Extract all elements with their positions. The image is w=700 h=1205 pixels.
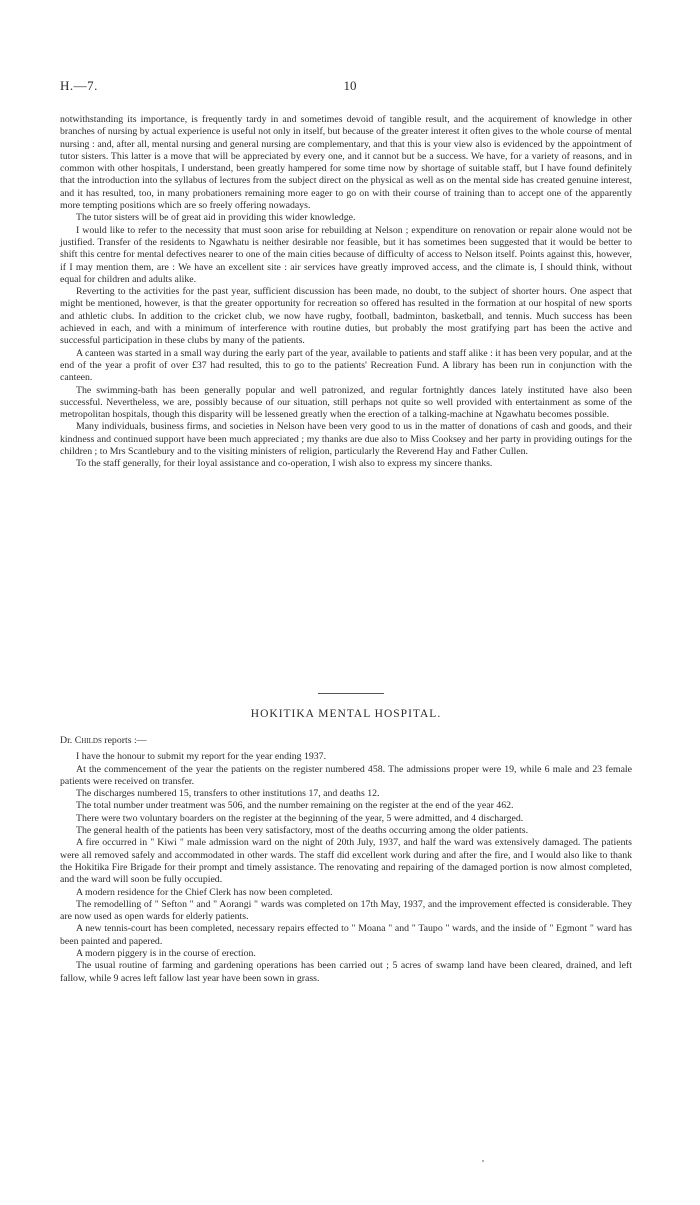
ngawhatu-report-continuation [60,114,632,471]
paragraph: The usual routine of farming and gardening operations has been carried out ; 5 acres of swamp land have been cleared, drained, and left fallow, while 9 acres left fallow last year have been sown in grass. [60,960,632,984]
paragraph: To the staff generally, for their loyal assistance and co-operation, I wish also to express my sincere thanks. [76,458,493,470]
scan-speck [482,1160,484,1162]
report-attribution [60,735,632,747]
paragraph: A new tennis-court has been completed, necessary repairs effected to " Moana " and " Taupo " wards, and the inside of " Egmont " ward has been painted and papered. [60,923,632,947]
reporter-name: Childs [74,735,102,746]
paragraph: The total number under treatment was 506, and the number remaining on the register at the end of the year 462. [76,800,514,812]
paragraph: The remodelling of " Sefton " and " Aorangi " wards was completed on 17th May, 1937, and the improvement effected is considerable. They are now used as open wards for elderly patients. [60,898,632,923]
paragraph: A modern residence for the Chief Clerk has now been completed. [76,886,333,898]
paragraph: The tutor sisters will be of great aid in providing this wider knowledge. [76,212,356,224]
reports-suffix: reports :— [101,735,147,746]
paragraph: Reverting to the activities for the past year, sufficient discussion has been made, no doubt, to the subject of shorter hours. One aspect that might be mentioned, however, is that the greater opportunity for recreation so offered has resulted in the formation at our hospital of new sports and athletic clubs. In addition to the cricket club, we now have rugby, football, badminton, basketball, and tennis. Much success has been achieved in each, and with a minimum of interference with routine duties, but probably the most gratifying part has been the active and successful participation in these clubs by many of the patients. [60,286,632,347]
page-header [60,78,640,98]
hokitika-report [60,735,632,985]
paragraph: There were two voluntary boarders on the register at the beginning of the year, 5 were admitted, and 4 discharged. [76,812,524,824]
paragraph: The swimming-bath has been generally popular and well patronized, and regular fortnightly dances lately instituted have also been successful. Nevertheless, we are, possibly because of our situation, still perhaps not quite so well provided with entertainment as some of the metropolitan hospitals, though this disparity will be lessened greatly when the erection of a talking-machine at Ngawhatu becomes possible. [60,384,632,421]
paragraph: notwithstanding its importance, is frequently tardy in and sometimes devoid of tangible result, and the acquirement of knowledge in other branches of nursing by actual experience is useful not only in itself, but because of the greater interest it often gives to the whole course of mental nursing : and, after all, mental nursing and general nursing are complementary, and that this is your view also is evidenced by the appointment of tutor sisters. This latter is a move that will be appreciated by every one, and it cannot but be a success. We have, for a variety of reasons, and in common with other hospitals, I understand, been greatly hampered for some time now by shortage of suitable staff, but I have found definitely that the introduction into the syllabus of lectures from the subject direct on the physical as well as on the mental side has created genuine interest, and it has resulted, too, in many probationers remaining more eager to go on with their course of training than to accept one of the apparently more tempting positions which are so freely offering nowadays. [60,114,632,212]
page-number: 10 [343,78,357,93]
paragraph: A fire occurred in " Kiwi " male admission ward on the night of 20th July, 1937, and half the ward was extensively damaged. The patients were all removed safely and accommodated in other wards. The staff did excellent work during and after the fire, and I would also like to thank the Hokitika Fire Brigade for their prompt and timely assistance. The renovating and repairing of the damaged portion is now almost completed, and the ward will soon be fully occupied. [60,837,632,886]
report-reference: H.—7. [60,78,98,93]
paragraph: I have the honour to submit my report for the year ending 1937. [76,751,327,763]
paragraph: I would like to refer to the necessity that must soon arise for rebuilding at Nelson ; expenditure on renovation or repair alone would not be justified. Transfer of the residents to Ngawhatu is neither desirable nor feasible, but it has sometimes been suggested that it would be better to shift this centre for mental defectives nearer to one of the main cities because of difficulty of access to Nelson itself. Points against this, however, if I may mention them, are : We have an excellent site : air services have greatly improved access, and the climate is, I should think, without equal for children and adults alike. [60,224,632,285]
section-heading: HOKITIKA MENTAL HOSPITAL. [250,708,442,720]
paragraph: The general health of the patients has been very satisfactory, most of the deaths occurring among the older patients. [76,825,529,837]
reports-prefix: Dr. [60,735,75,746]
paragraph: The discharges numbered 15, transfers to other institutions 17, and deaths 12. [76,788,380,800]
section-divider [318,693,384,694]
paragraph: A modern piggery is in the course of erection. [76,948,256,960]
paragraph: Many individuals, business firms, and societies in Nelson have been very good to us in the matter of donations of cash and goods, and their kindness and continued support have been much appreciated ; my thanks are due also to Miss Cooksey and her party in providing outings for the children ; to Mrs Scantlebury and to the visiting ministers of religion, particularly the Reverend Hay and Father Cullen. [60,421,632,458]
paragraph: At the commencement of the year the patients on the register numbered 458. The admissions proper were 19, while 6 male and 23 female patients were received on transfer. [60,763,632,787]
paragraph: A canteen was started in a small way during the early part of the year, available to patients and staff alike : it has been very popular, and at the end of the year a profit of over £37 had resulted, this to go to the patients' Recreation Fund. A library has been run in conjunction with the canteen. [60,347,632,384]
